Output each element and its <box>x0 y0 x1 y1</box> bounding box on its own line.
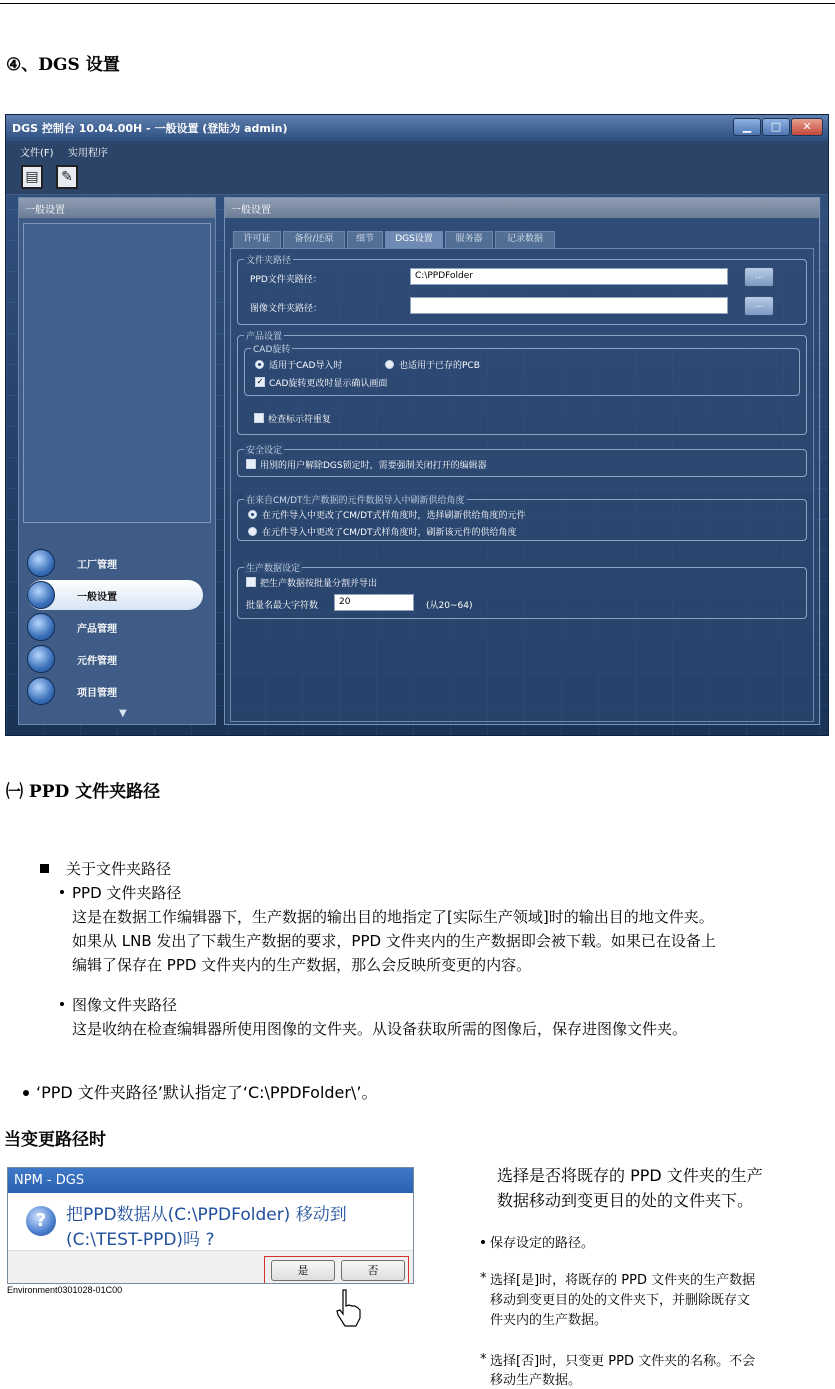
cad-confirm-label: CAD旋转更改时显示确认画面 <box>269 379 388 389</box>
no-note-line: 移动生产数据。 <box>490 1373 582 1388</box>
menu-file[interactable]: 文件(F) <box>20 148 54 159</box>
feeder-angle-group <box>237 496 807 541</box>
no-note-line: 选择[否]时，只变更 PPD 文件夹的名称。不会 <box>490 1354 756 1369</box>
nav-bubble-icon <box>27 645 55 673</box>
ppd-desc-line: 如果从 LNB 发出了下载生产数据的要求，PPD 文件夹内的生产数据即会被下载。如果已在设备上 <box>72 932 716 950</box>
cad-import-radio[interactable] <box>255 360 264 369</box>
scroll-down-icon[interactable]: ▼ <box>119 708 127 719</box>
tab-detail[interactable]: 细节 <box>347 231 383 248</box>
refresh-all-radio[interactable] <box>248 510 257 519</box>
yes-button[interactable]: 是 <box>271 1260 335 1281</box>
image-desc-line: 这是收纳在检查编辑器所使用图像的文件夹。从设备获取所需的图像后，保存进图像文件夹。 <box>72 1020 688 1038</box>
left-panel <box>18 197 216 725</box>
environment-code: Environment0301028-01C00 <box>7 1285 123 1295</box>
window-title: DGS 控制台 10.04.00H - 一般设置 (登陆为 admin) <box>12 122 288 135</box>
close-button[interactable]: ✕ <box>791 118 823 136</box>
hand-cursor-icon <box>333 1288 369 1328</box>
left-panel-header <box>19 198 215 218</box>
bullet-dot-icon <box>60 890 64 894</box>
lot-name-input[interactable]: 20 <box>334 594 414 611</box>
ppd-browse-button[interactable]: ... <box>744 267 774 287</box>
tab-dgs-settings[interactable]: DGS设置 <box>385 231 443 248</box>
tab-backup[interactable]: 备份/还原 <box>283 231 345 248</box>
nav-item-component[interactable] <box>27 644 203 674</box>
section-heading: ④、DGS 设置 <box>6 55 120 75</box>
image-folder-label: 图像文件夹路径： <box>250 304 323 314</box>
group-title: CAD旋转 <box>251 342 292 355</box>
group-title: 安全设定 <box>244 443 284 456</box>
left-panel-title: 一般设置 <box>25 205 65 216</box>
top-rule <box>0 3 835 4</box>
nav-bubble-icon <box>27 581 55 609</box>
star-mark: * <box>480 1271 487 1286</box>
dgs-window <box>5 114 829 736</box>
dialog-message-line: 把PPD数据从(C:\PPDFolder) 移动到 <box>66 1205 347 1225</box>
bullet-dot-icon <box>60 1002 64 1006</box>
nav-item-label: 一般设置 <box>77 592 117 603</box>
nav-item-general[interactable] <box>27 580 203 610</box>
nav-item-project[interactable] <box>27 676 203 706</box>
yes-note-line: 选择[是]时，将既存的 PPD 文件夹的生产数据 <box>490 1273 756 1288</box>
tab-server[interactable]: 服务器 <box>445 231 493 248</box>
product-settings-group <box>237 332 807 435</box>
production-data-group <box>237 564 807 619</box>
intro-line: 数据移动到变更目的处的文件夹下。 <box>497 1191 754 1210</box>
right-panel <box>224 197 820 725</box>
ppd-folder-input[interactable]: C:\PPDFolder <box>410 268 728 285</box>
nav-item-label: 产品管理 <box>77 624 117 635</box>
group-title: 在来自CM/DT生产数据的元件数据导入中刷新供给角度 <box>244 493 467 506</box>
tab-license[interactable]: 许可证 <box>233 231 281 248</box>
bullet-dot-icon <box>481 1240 485 1244</box>
refresh-only-radio[interactable] <box>248 527 257 536</box>
group-title: 生产数据设定 <box>244 561 302 574</box>
confirm-dialog <box>7 1167 414 1284</box>
maximize-button[interactable]: □ <box>762 118 790 136</box>
nav-bubble-icon <box>27 549 55 577</box>
check-duplicate-label: 检查标示符重复 <box>268 415 332 425</box>
toolbar <box>6 161 829 195</box>
cad-confirm-checkbox[interactable]: ✓ <box>256 377 264 386</box>
nav-bubble-icon <box>27 613 55 641</box>
nav-item-label: 工厂管理 <box>77 560 117 571</box>
force-close-label: 用别的用户解除DGS锁定时，需要强制关闭打开的编辑器 <box>260 461 487 471</box>
lot-name-label: 批量名最大字符数 <box>246 601 319 611</box>
dialog-message-line: (C:\TEST-PPD)吗 ? <box>66 1230 215 1250</box>
refresh-all-label: 在元件导入中更改了CM/DT式样角度时，选择刷新供给角度的元件 <box>262 511 526 521</box>
image-path-title: 图像文件夹路径 <box>72 996 178 1014</box>
nav-item-factory[interactable] <box>27 548 203 578</box>
ppd-desc-line: 编辑了保存在 PPD 文件夹内的生产数据，那么会反映所变更的内容。 <box>72 956 532 974</box>
nav-item-label: 元件管理 <box>77 656 117 667</box>
dialog-title: NPM - DGS <box>14 1173 85 1188</box>
nav-bubble-icon <box>27 677 55 705</box>
save-path-note: 保存设定的路径。 <box>490 1236 595 1251</box>
force-close-checkbox[interactable] <box>246 459 256 469</box>
question-icon: ? <box>26 1206 56 1236</box>
saved-pcb-label: 也适用于已存的PCB <box>399 361 480 371</box>
check-duplicate-checkbox[interactable] <box>254 413 264 423</box>
image-browse-button[interactable]: ... <box>744 296 774 316</box>
split-export-label: 把生产数据按批量分割并导出 <box>260 579 378 589</box>
ppd-path-title: PPD 文件夹路径 <box>72 884 182 902</box>
saved-pcb-radio[interactable] <box>385 360 394 369</box>
ppd-desc-line: 这是在数据工作编辑器下，生产数据的输出目的地指定了[实际生产领域]时的输出目的地文件夹。 <box>72 908 714 926</box>
menu-utilities[interactable]: 实用程序 <box>68 148 108 159</box>
cad-import-label: 适用于CAD导入时 <box>269 361 343 371</box>
folder-path-group <box>237 256 807 325</box>
group-title: 文件夹路径 <box>244 253 293 266</box>
split-export-checkbox[interactable] <box>246 577 256 587</box>
cad-rotation-group <box>244 345 800 396</box>
lot-range-label: (从20~64) <box>426 601 473 611</box>
tab-content <box>230 248 814 722</box>
star-mark: * <box>480 1352 487 1367</box>
right-panel-header <box>225 198 819 218</box>
security-group <box>237 446 807 477</box>
nav-item-product[interactable] <box>27 612 203 642</box>
menu-bar <box>6 141 829 161</box>
dgs-titlebar <box>6 115 829 141</box>
group-title: 产品设置 <box>244 329 284 342</box>
right-panel-title: 一般设置 <box>231 205 271 216</box>
nav-item-label: 项目管理 <box>77 688 117 699</box>
sub-heading: ㈠ PPD 文件夹路径 <box>6 782 161 802</box>
change-heading: 当变更路径时 <box>4 1130 106 1150</box>
refresh-only-label: 在元件导入中更改了CM/DT式样角度时，刷新该元件的供给角度 <box>262 528 517 538</box>
about-title: 关于文件夹路径 <box>66 860 172 878</box>
yes-note-line: 件夹内的生产数据。 <box>490 1313 608 1328</box>
yes-note-line: 移动到变更目的处的文件夹下，并删除既存文 <box>490 1293 751 1308</box>
save-icon[interactable]: ▤ <box>21 165 43 189</box>
left-panel-content <box>23 223 211 523</box>
square-bullet-icon <box>40 864 49 873</box>
dialog-titlebar <box>8 1168 414 1193</box>
default-note: ‘PPD 文件夹路径’默认指定了‘C:\PPDFolder\’。 <box>36 1083 378 1102</box>
minimize-button[interactable]: ▁ <box>733 118 761 136</box>
no-button[interactable]: 否 <box>341 1260 405 1281</box>
tab-log-data[interactable]: 记录数据 <box>495 231 555 248</box>
dgs-body <box>6 195 829 736</box>
intro-line: 选择是否将既存的 PPD 文件夹的生产 <box>497 1166 763 1185</box>
ppd-folder-label: PPD文件夹路径： <box>250 275 322 285</box>
settings-check-icon[interactable]: ✎ <box>56 165 78 189</box>
bullet-dot-icon <box>23 1090 29 1096</box>
image-folder-input[interactable] <box>410 297 728 314</box>
